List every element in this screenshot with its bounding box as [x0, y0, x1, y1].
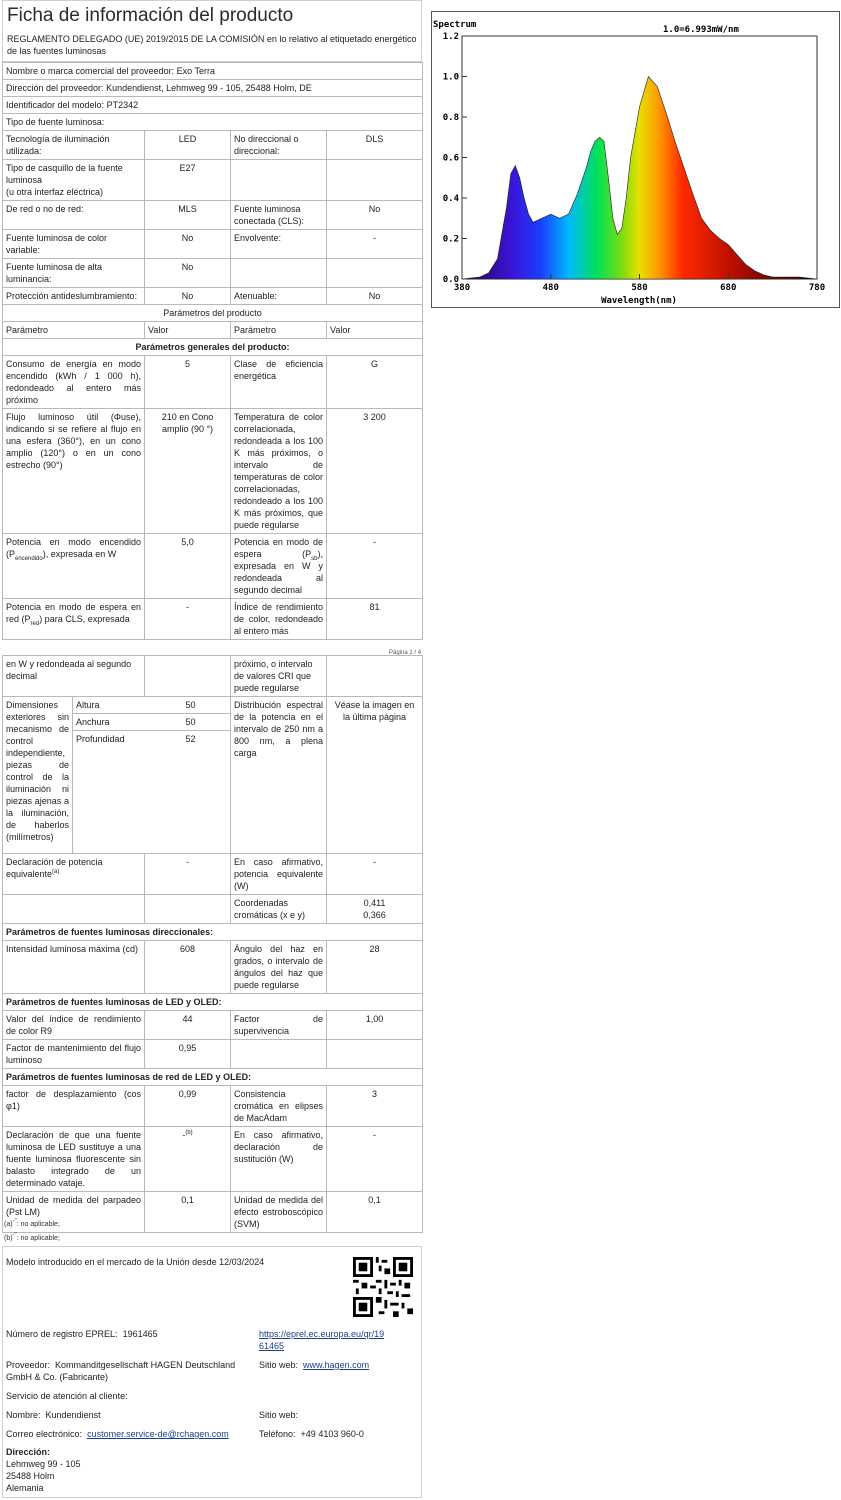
dim-height-value: 50 — [151, 697, 230, 714]
r9-label: Valor del índice de rendimiento de color R9 — [3, 1011, 145, 1040]
footnote-a-text: : no aplicable; — [16, 1221, 60, 1228]
model-value: PT2342 — [106, 100, 139, 110]
footnote-a — [4, 1219, 60, 1231]
dim-depth-label: Profundidad — [76, 734, 125, 744]
col-header-param: Parámetro — [3, 322, 145, 339]
high-luminance-label: Fuente luminosa de alta luminancia: — [3, 259, 145, 288]
phone-value: +49 4103 960-0 — [300, 1429, 364, 1439]
y-tick-label: 0.2 — [442, 234, 459, 245]
page-two — [2, 655, 422, 1233]
spectrum-chart — [431, 11, 840, 308]
standby-label — [231, 534, 327, 599]
cap-label-note: (u otra interfaz eléctrica) — [6, 187, 104, 197]
cri-label: Índice de rendimiento de color, redondeado al entero más — [231, 599, 327, 640]
dim-depth-value: 52 — [185, 734, 196, 744]
networked-standby-value: - — [145, 599, 231, 640]
replacement-sup: (b) — [185, 1130, 193, 1136]
dimensions-cell — [73, 697, 231, 854]
intensity-label: Intensidad luminosa máxima (cd) — [3, 941, 145, 994]
cri-value: 81 — [327, 599, 423, 640]
website-label: Sitio web: — [259, 1360, 299, 1370]
page-two-table — [2, 655, 423, 1233]
eprel-link-line2[interactable]: 61465 — [259, 1341, 285, 1351]
power-on-text: Potencia en modo encendido (P — [6, 537, 141, 559]
anti-glare-value: No — [145, 288, 231, 305]
phone-row — [259, 1428, 364, 1440]
empty-cell — [145, 656, 231, 697]
networked-standby-text-end: ) para CLS, expresada — [39, 614, 130, 624]
mains-value: MLS — [145, 201, 231, 230]
provider-line2: GmbH & Co. (Fabricante) — [6, 1372, 109, 1382]
flicker-value: 0,1 — [145, 1192, 231, 1233]
service-heading: Servicio de atención al cliente: — [6, 1391, 128, 1401]
networked-standby-cont: en W y redondeada al segundo decimal — [3, 656, 145, 697]
provider-label: Proveedor: — [6, 1360, 51, 1370]
footnote-a-sup: -" — [12, 1218, 17, 1225]
directional-heading: Parámetros de fuentes luminosas direccionales: — [3, 924, 423, 941]
footnote-b-mark: (b) — [4, 1235, 13, 1242]
cosphi-label: factor de desplazamiento (cos φ1) — [3, 1086, 145, 1127]
equiv-label — [3, 854, 145, 895]
eprel-link-line1[interactable]: https://eprel.ec.europa.eu/qr/19 — [259, 1329, 385, 1339]
cct-value: 3 200 — [327, 409, 423, 534]
maintenance-label: Factor de mantenimiento del flujo luminoso — [3, 1040, 145, 1069]
tech-value: LED — [145, 131, 231, 160]
y-tick-label: 0.4 — [442, 194, 459, 204]
page-number: Página 1 / 4 — [389, 650, 422, 656]
survival-label: Factor de supervivencia — [231, 1011, 327, 1040]
x-tick-label: 380 — [453, 283, 471, 293]
cct-label: Temperatura de color correlacionada, redondeada a los 100 K más próximos, o intervalo de temperaturas de color correlacionadas, redondeado a los 100 K más próximos, que puede regularse — [231, 409, 327, 534]
chart-annotation: 1.0=6.993mW/nm — [663, 25, 739, 35]
efficiency-class-label: Clase de eficiencia energética — [231, 356, 327, 409]
eprel-value: 1961465 — [122, 1329, 158, 1339]
footnote-a-mark: (a) — [4, 1221, 13, 1228]
macadam-label: Consistencia cromática en elipses de MacAdam — [231, 1086, 327, 1127]
col-header-value: Valor — [327, 322, 423, 339]
empty-cell — [231, 1040, 327, 1069]
empty-cell — [231, 160, 327, 201]
networked-standby-label — [3, 599, 145, 640]
x-tick-label: 780 — [808, 283, 826, 293]
equiv-yes-value: - — [327, 854, 423, 895]
standby-text-end: ), expresada en W y redondeada al segundo decimal — [234, 549, 323, 595]
intensity-value: 608 — [145, 941, 231, 994]
equiv-label-text: Declaración de potencia equivalente — [6, 857, 103, 879]
address-value: Kundendienst, Lehmweg 99 - 105, 25488 Holm, DE — [106, 83, 312, 93]
envelope-value: - — [327, 230, 423, 259]
supplier-value: Exo Terra — [176, 66, 215, 76]
page-title: Ficha de información del producto — [2, 0, 422, 31]
standby-value: - — [327, 534, 423, 599]
email-label: Correo electrónico: — [6, 1429, 83, 1439]
replacement-yes-label: En caso afirmativo, declaración de sustitución (W) — [231, 1127, 327, 1192]
eprel-label: Número de registro EPREL: — [6, 1329, 118, 1339]
dim-width-label: Anchura — [73, 714, 151, 731]
col-header-value: Valor — [145, 322, 231, 339]
email-row — [6, 1428, 229, 1440]
directional-value: DLS — [327, 131, 423, 160]
empty-cell — [3, 895, 145, 924]
dimensions-label: Dimensiones exteriores sin mecanismo de control independiente, piezas de control de la iluminación ni piezas ajenas a la iluminación, de haberlos (milímetros) — [3, 697, 73, 854]
beam-angle-value: 28 — [327, 941, 423, 994]
y-tick-label: 0.8 — [442, 113, 459, 123]
color-tunable-value: No — [145, 230, 231, 259]
eprel-link[interactable] — [259, 1328, 384, 1352]
dimmable-label: Atenuable: — [231, 288, 327, 305]
supplier-row — [3, 63, 423, 80]
standby-text: Potencia en modo de espera (P — [234, 537, 323, 559]
cls-value: No — [327, 201, 423, 230]
footnote-b-text: : no aplicable; — [16, 1235, 60, 1242]
stroboscopic-label: Unidad de medida del efecto estroboscópico (SVM) — [231, 1192, 327, 1233]
source-type-heading: Tipo de fuente luminosa: — [3, 114, 423, 131]
power-on-label — [3, 534, 145, 599]
chart-title: Spectrum — [433, 20, 477, 30]
phone-label: Teléfono: — [259, 1429, 296, 1439]
spd-label: Distribución espectral de la potencia en el intervalo de 250 nm a 800 nm, a plena carga — [231, 697, 327, 854]
mains-led-heading: Parámetros de fuentes luminosas de red de LED y OLED: — [3, 1069, 423, 1086]
cap-label-text: Tipo de casquillo de la fuente luminosa — [6, 163, 123, 185]
cap-label — [3, 160, 145, 201]
high-luminance-value: No — [145, 259, 231, 288]
energy-value: 5 — [145, 356, 231, 409]
efficiency-class-value: G — [327, 356, 423, 409]
eprel-row — [6, 1328, 158, 1340]
energy-label: Consumo de energía en modo encendido (kWh / 1 000 h), redondeado al entero más próximo — [3, 356, 145, 409]
col-header-param: Parámetro — [231, 322, 327, 339]
supplier-label: Nombre o marca comercial del proveedor: — [6, 66, 175, 76]
name-label: Nombre: — [6, 1410, 41, 1420]
address-label: Dirección del proveedor: — [6, 83, 104, 93]
survival-value: 1,00 — [327, 1011, 423, 1040]
dim-width-value: 50 — [151, 714, 230, 731]
y-tick-label: 1.2 — [442, 32, 459, 42]
equiv-value: - — [145, 854, 231, 895]
beam-angle-label: Ángulo del haz en grados, o intervalo de ángulos del haz que puede regularse — [231, 941, 327, 994]
chromaticity-label: Coordenadas cromáticas (x e y) — [231, 895, 327, 924]
supplier-table — [2, 62, 423, 640]
networked-standby-sub: red — [30, 620, 40, 627]
spd-value: Véase la imagen en la última página — [327, 697, 423, 854]
address-line1: Lehmweg 99 - 105 — [6, 1459, 81, 1469]
address-row — [3, 80, 423, 97]
led-heading: Parámetros de fuentes luminosas de LED y OLED: — [3, 994, 423, 1011]
y-tick-label: 0.0 — [442, 275, 459, 285]
website-row — [259, 1359, 369, 1371]
r9-value: 44 — [145, 1011, 231, 1040]
footer-panel — [2, 1246, 422, 1498]
equiv-sup: (a) — [52, 869, 60, 875]
mains-label: De red o no de red: — [3, 201, 145, 230]
empty-cell — [231, 259, 327, 288]
address-block — [6, 1446, 81, 1494]
chromaticity-value — [327, 895, 423, 924]
general-params-heading: Parámetros generales del producto: — [3, 339, 423, 356]
cri-label-cont: próximo, o intervalo de valores CRI que puede regularse — [231, 656, 327, 697]
regulation-text: REGLAMENTO DELEGADO (UE) 2019/2015 DE LA COMISIÓN en lo relativo al etiquetado energético de las fuentes luminosas — [2, 31, 422, 62]
footnote-b-sup: -" — [12, 1232, 17, 1239]
cosphi-value: 0,99 — [145, 1086, 231, 1127]
name-value: Kundendienst — [45, 1410, 101, 1420]
standby-sub: sb — [311, 555, 318, 562]
replacement-yes-value: - — [327, 1127, 423, 1192]
email-link[interactable]: customer.service-de@rchagen.com — [87, 1429, 229, 1439]
replacement-value-text: - — [182, 1130, 186, 1140]
market-date: Modelo introducido en el mercado de la Unión desde 12/03/2024 — [6, 1257, 265, 1267]
power-on-value: 5,0 — [145, 534, 231, 599]
product-params-heading: Parámetros del producto — [3, 305, 423, 322]
address-line2: 25488 Holm — [6, 1471, 55, 1481]
product-information-sheet — [2, 0, 422, 640]
empty-cell — [327, 259, 423, 288]
y-tick-label: 1.0 — [442, 72, 459, 83]
name-row — [6, 1409, 101, 1421]
replacement-value — [145, 1127, 231, 1192]
dim-height-label: Altura — [73, 697, 151, 714]
empty-cell — [145, 895, 231, 924]
replacement-label: Declaración de que una fuente luminosa de LED sustituye a una fuente luminosa fluorescente sin balasto integrado de un determinado vataje. — [3, 1127, 145, 1192]
directional-label: No direccional o direccional: — [231, 131, 327, 160]
model-row — [3, 97, 423, 114]
power-on-sub: encendido — [15, 555, 43, 562]
power-on-text-end: ), expresada en W — [42, 549, 117, 559]
qr-code-icon[interactable] — [353, 1257, 413, 1317]
flux-value: 210 en Cono amplio (90 °) — [145, 409, 231, 534]
empty-cell — [327, 656, 423, 697]
address-block-label: Dirección: — [6, 1447, 51, 1457]
empty-cell — [327, 160, 423, 201]
chromaticity-y: 0,366 — [363, 910, 386, 920]
y-tick-label: 0.6 — [442, 153, 459, 164]
cap-value: E27 — [145, 160, 231, 201]
cls-label: Fuente luminosa conectada (CLS): — [231, 201, 327, 230]
networked-standby-text: Potencia en modo de espera en red (P — [6, 602, 141, 624]
maintenance-value: 0,95 — [145, 1040, 231, 1069]
stroboscopic-value: 0,1 — [327, 1192, 423, 1233]
address-line3: Alemania — [6, 1483, 44, 1493]
macadam-value: 3 — [327, 1086, 423, 1127]
x-tick-label: 680 — [720, 283, 737, 293]
color-tunable-label: Fuente luminosa de color variable: — [3, 230, 145, 259]
dimmable-value: No — [327, 288, 423, 305]
website2-label: Sitio web: — [259, 1410, 299, 1420]
footnote-b — [4, 1233, 60, 1245]
provider-row — [6, 1359, 256, 1383]
chromaticity-x: 0,411 — [363, 898, 386, 908]
tech-label: Tecnología de iluminación utilizada: — [3, 131, 145, 160]
empty-cell — [327, 1040, 423, 1069]
anti-glare-label: Protección antideslumbramiento: — [3, 288, 145, 305]
x-tick-label: 480 — [542, 283, 559, 293]
envelope-label: Envolvente: — [231, 230, 327, 259]
x-tick-label: 580 — [631, 283, 648, 293]
x-axis-label: Wavelength(nm) — [601, 296, 677, 306]
website-link[interactable]: www.hagen.com — [303, 1360, 370, 1370]
flux-label: Flujo luminoso útil (Φuse), indicando si se refiere al flujo en una esfera (360°), en un cono amplio (120°) o en un cono estrecho (90°) — [3, 409, 145, 534]
equiv-yes-label: En caso afirmativo, potencia equivalente (W) — [231, 854, 327, 895]
model-label: Identificador del modelo: — [6, 100, 105, 110]
dimensions-table — [73, 697, 230, 747]
flicker-label: Unidad de medida del parpadeo (Pst LM) — [3, 1192, 145, 1233]
provider-line1: Kommanditgesellschaft HAGEN Deutschland — [55, 1360, 236, 1370]
